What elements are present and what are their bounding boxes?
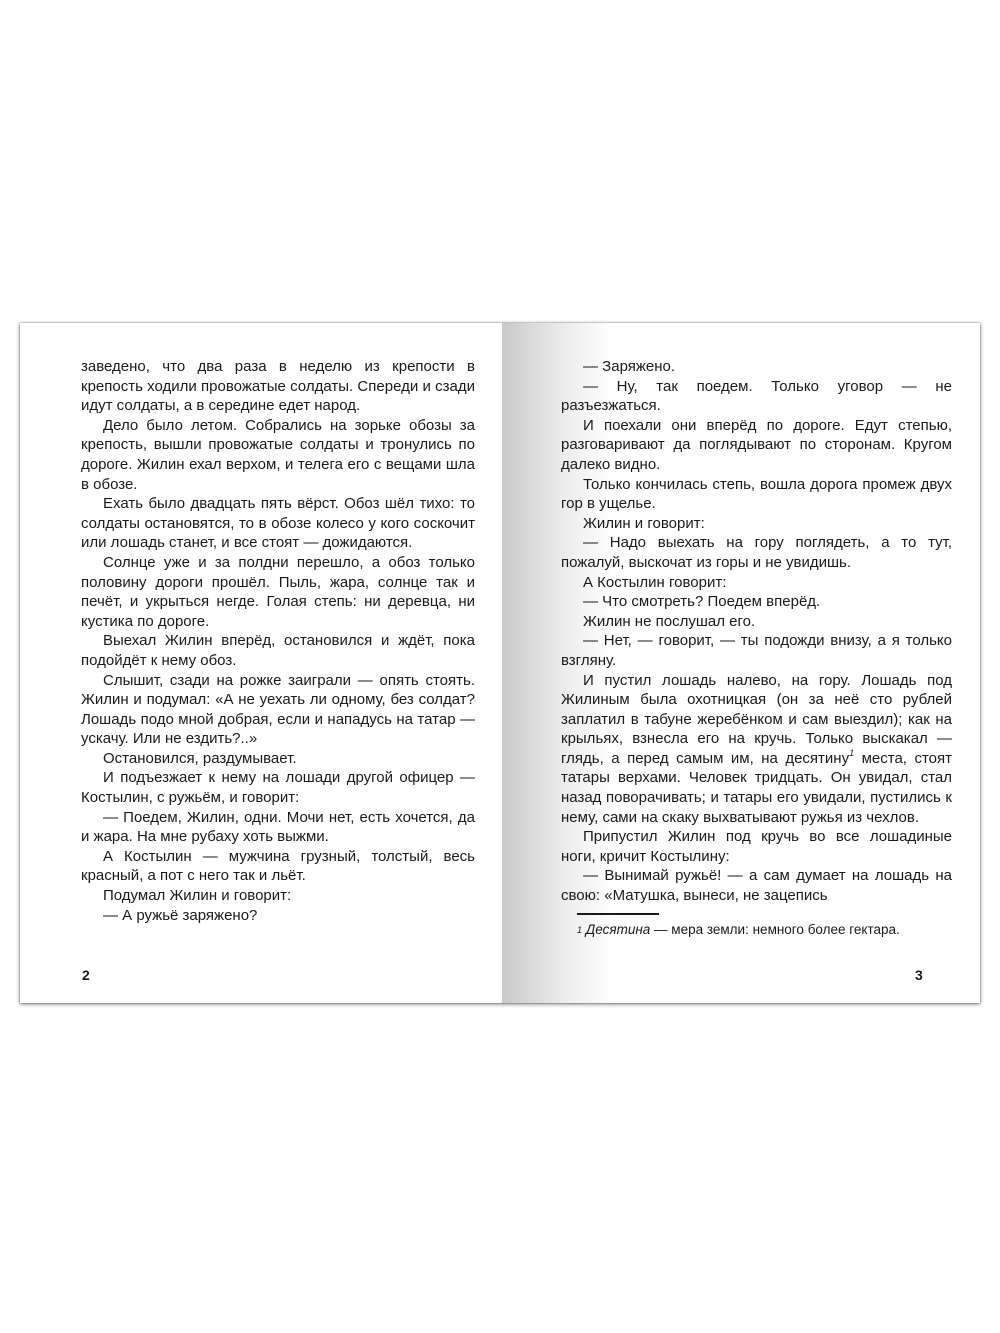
paragraph: — Что смотреть? Поедем вперёд.	[583, 593, 821, 611]
paragraph: А Костылин говорит:	[583, 573, 727, 591]
paragraph: И подъезжает к нему на лошади другой офицер — Костылин, с ружьём, и говорит:	[81, 769, 475, 807]
paragraph: Слышит, сзади на рожке заиграли — опять стоять. Жилин и подумал: «А не уехать ли одному, без солдат? Лошадь подо мной добрая, если и нападусь на татар — ускачу. Или не ездить?..»	[81, 671, 475, 748]
paragraph: А Костылин — мужчина грузный, толстый, весь красный, а пот с него так и льёт.	[81, 847, 475, 885]
footnote-term: Десятина	[585, 921, 651, 937]
footnote-divider	[577, 913, 659, 915]
left-page	[81, 357, 475, 925]
paragraph: — Заряжено.	[583, 358, 676, 375]
paragraph: — Вынимай ружьё! — а сам думает на лошадь на свою: «Матушка, вынеси, не зацепись	[561, 867, 952, 905]
book-spread	[20, 323, 980, 1003]
paragraph: Подумал Жилин и говорит:	[103, 887, 292, 905]
page-number-left: 2	[82, 967, 90, 983]
paragraph: Дело было летом. Собрались на зорьке обозы за крепость, вышли провожатые солдаты и тронулись по дороге. Жилин ехал верхом, и телега его с вещами шла в обозе.	[81, 416, 475, 493]
paragraph: Жилин не послушал его.	[583, 612, 756, 630]
paragraph: Солнце уже и за полдни перешло, а обоз только половину дороги прошёл. Пыль, жара, солнце так и печёт, и укрыться негде. Голая степь: ни деревца, ни кустика по дороге.	[81, 553, 475, 630]
footnote-text: — мера земли: немного более гектара.	[650, 921, 900, 937]
paragraph: — Нет, — говорит, — ты подожди внизу, а я только взгляну.	[561, 632, 952, 669]
paragraph: заведено, что два раза в неделю из крепости в крепость ходили провожатые солдаты. Спереди и сзади идут солдаты, а в середине едет народ.	[81, 358, 475, 415]
paragraph: Только кончилась степь, вошла дорога промеж двух гор в ущелье.	[561, 475, 952, 513]
paragraph: — Ну, так поедем. Только уговор — не разъезжаться.	[561, 377, 952, 415]
paragraph: — А ружьё заряжено?	[103, 906, 258, 924]
paragraph: — Поедем, Жилин, одни. Мочи нет, есть хочется, да и жара. На мне рубаху хоть выжми.	[81, 808, 475, 846]
footnote-marker[interactable]: 1	[849, 747, 855, 758]
paragraph: Выехал Жилин вперёд, остановился и ждёт, пока подойдёт к нему обоз.	[81, 632, 475, 669]
paragraph-with-footnote	[561, 671, 952, 828]
right-page	[561, 357, 952, 939]
footnote-number: 1	[577, 924, 583, 935]
footnote	[577, 921, 952, 939]
paragraph: Ехать было двадцать пять вёрст. Обоз шёл тихо: то солдаты остановятся, то в обозе колесо у кого соскочит или лошадь станет, и все стоят — дожидаются.	[81, 495, 475, 552]
page-number-right: 3	[915, 967, 923, 983]
paragraph-text: места, стоят татары верхами. Человек тридцать. Он увидал, стал назад поворачивать; и татары его увидали, пустились к нему, сами на скаку выхватывают ружья из чехлов.	[561, 749, 952, 826]
paragraph: Жилин и говорит:	[583, 514, 705, 532]
paragraph: Припустил Жилин под кручь во все лошадиные ноги, кричит Костылину:	[561, 828, 952, 865]
paragraph-text: И пустил лошадь налево, на гору. Лошадь под Жилиным была охотницкая (он за неё сто рублей заплатил в табуне жеребёнком и сам выездил); как на крыльях, взнесла его на кручь. Только выскакал — глядь, а перед самым им, на десятину	[561, 671, 952, 767]
paragraph: И поехали они вперёд по дороге. Едут степью, разговаривают да поглядывают по сторонам. Кругом далеко видно.	[561, 416, 952, 473]
paragraph: — Надо выехать на гору поглядеть, а то тут, пожалуй, выскочат из горы и не увидишь.	[561, 534, 952, 571]
paragraph: Остановился, раздумывает.	[103, 749, 297, 767]
